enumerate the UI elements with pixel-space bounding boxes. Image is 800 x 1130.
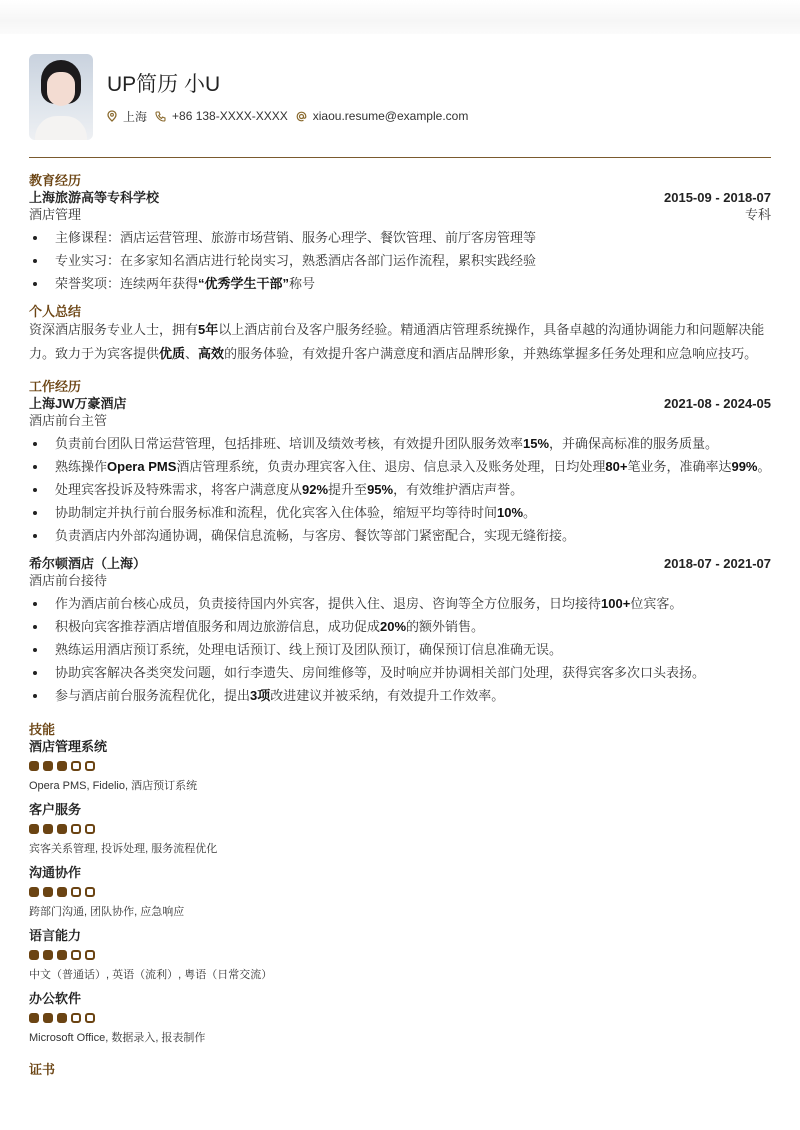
resume-page	[29, 54, 771, 1078]
list-item: 熟练运用酒店预订系统，处理电话预订、线上预订及团队预订，确保预订信息准确无误。	[29, 641, 771, 659]
list-item: 专业实习：在多家知名酒店进行轮岗实习，熟悉酒店各部门运作流程，累积实践经验	[29, 252, 771, 270]
list-item: 协助制定并执行前台服务标准和流程，优化宾客入住体验，缩短平均等待时间10%。	[29, 504, 771, 522]
rating-dot-icon	[71, 824, 81, 834]
rating-dot-icon	[57, 887, 67, 897]
rating-dot-icon	[29, 824, 39, 834]
list-item: 荣誉奖项：连续两年获得“优秀学生干部”称号	[29, 275, 771, 293]
skill-name: 酒店管理系统	[29, 739, 108, 754]
skill-description: Microsoft Office, 数据录入, 报表制作	[29, 1032, 206, 1044]
rating-dot-icon	[29, 887, 39, 897]
rating-dot-icon	[57, 824, 67, 834]
education-section	[29, 172, 771, 293]
rating-dot-icon	[57, 761, 67, 771]
candidate-name: UP简历 小U	[107, 72, 221, 96]
section-title-education: 教育经历	[29, 173, 82, 188]
skill-description: Opera PMS, Fidelio, 酒店预订系统	[29, 780, 198, 792]
section-title-summary: 个人总结	[29, 304, 82, 319]
rating-dot-icon	[43, 887, 53, 897]
company-name: 希尔顿酒店（上海）	[29, 556, 147, 571]
location-pin-icon	[107, 110, 117, 122]
list-item: 作为酒店前台核心成员，负责接待国内外宾客，提供入住、退房、咨询等全方位服务，日均接待100+位宾客。	[29, 595, 771, 613]
degree: 专科	[744, 207, 771, 222]
avatar	[29, 54, 93, 140]
rating-dot-icon	[43, 950, 53, 960]
skill-item	[29, 864, 771, 919]
skill-description: 中文（普通话）, 英语（流利）, 粤语（日常交流）	[29, 969, 273, 981]
list-item: 负责酒店内外部沟通协调，确保信息流畅，与客房、餐饮等部门紧密配合，实现无缝衔接。	[29, 527, 771, 545]
list-item: 处理宾客投诉及特殊需求，将客户满意度从92%提升至95%，有效维护酒店声誉。	[29, 481, 771, 499]
resume-header	[29, 54, 771, 140]
top-shade	[0, 0, 800, 34]
summary-section	[29, 303, 771, 366]
contact-phone: +86 138-XXXX-XXXX	[155, 109, 288, 123]
rating-dot-icon	[57, 950, 67, 960]
rating-dot-icon	[43, 761, 53, 771]
job-entry	[29, 555, 771, 705]
list-item: 主修课程：酒店运营管理、旅游市场营销、服务心理学、餐饮管理、前厅客房管理等	[29, 229, 771, 247]
skill-item	[29, 927, 771, 982]
summary-text: 资深酒店服务专业人士，拥有5年以上酒店前台及客户服务经验。精通酒店管理系统操作，具备卓越的沟通协调能力和问题解决能力。致力于为宾客提供优质、高效的服务体验，有效提升客户满意度和酒店品牌形象，并熟练掌握多任务处理和应急响应技巧。	[29, 322, 765, 361]
rating-dot-icon	[29, 950, 39, 960]
skill-description: 跨部门沟通, 团队协作, 应急响应	[29, 906, 185, 918]
rating-dot-icon	[43, 824, 53, 834]
skill-rating	[29, 761, 771, 773]
rating-dot-icon	[85, 1013, 95, 1023]
rating-dot-icon	[57, 1013, 67, 1023]
skill-rating	[29, 824, 771, 836]
rating-dot-icon	[29, 761, 39, 771]
rating-dot-icon	[85, 824, 95, 834]
school-name: 上海旅游高等专科学校	[29, 190, 160, 205]
list-item: 协助宾客解决各类突发问题，如行李遗失、房间维修等，及时响应并协调相关部门处理，获得宾客多次口头表扬。	[29, 664, 771, 682]
skill-item	[29, 738, 771, 793]
list-item: 负责前台团队日常运营管理，包括排班、培训及绩效考核，有效提升团队服务效率15%，并确保高标准的服务质量。	[29, 435, 771, 453]
job-dates: 2021-08 - 2024-05	[664, 396, 771, 411]
skill-rating	[29, 887, 771, 899]
rating-dot-icon	[43, 1013, 53, 1023]
list-item: 熟练操作Opera PMS酒店管理系统，负责办理宾客入住、退房、信息录入及账务处理，日均处理80+笔业务，准确率达99%。	[29, 458, 771, 476]
skill-item	[29, 801, 771, 856]
at-sign-icon	[296, 111, 307, 122]
skill-name: 客户服务	[29, 802, 82, 817]
rating-dot-icon	[71, 887, 81, 897]
work-section	[29, 378, 771, 705]
contact-location: 上海	[107, 108, 147, 125]
skills-section	[29, 721, 771, 1045]
skill-rating	[29, 950, 771, 962]
certificates-section	[29, 1061, 771, 1078]
rating-dot-icon	[71, 761, 81, 771]
company-name: 上海JW万豪酒店	[29, 396, 127, 411]
skill-description: 宾客关系管理, 投诉处理, 服务流程优化	[29, 843, 218, 855]
list-item: 积极向宾客推荐酒店增值服务和周边旅游信息，成功促成20%的额外销售。	[29, 618, 771, 636]
section-title-work: 工作经历	[29, 379, 82, 394]
header-divider	[29, 157, 771, 158]
education-dates: 2015-09 - 2018-07	[664, 190, 771, 205]
job-role: 酒店前台接待	[29, 573, 108, 588]
skill-name: 办公软件	[29, 991, 82, 1006]
rating-dot-icon	[71, 950, 81, 960]
rating-dot-icon	[29, 1013, 39, 1023]
phone-icon	[155, 111, 166, 122]
section-title-skills: 技能	[29, 722, 56, 737]
list-item: 参与酒店前台服务流程优化，提出3项改进建议并被采纳，有效提升工作效率。	[29, 687, 771, 705]
rating-dot-icon	[71, 1013, 81, 1023]
rating-dot-icon	[85, 950, 95, 960]
skill-name: 沟通协作	[29, 865, 82, 880]
skill-name: 语言能力	[29, 928, 82, 943]
rating-dot-icon	[85, 761, 95, 771]
job-dates: 2018-07 - 2021-07	[664, 556, 771, 571]
major: 酒店管理	[29, 207, 82, 222]
skill-item	[29, 990, 771, 1045]
contact-email: xiaou.resume@example.com	[296, 109, 469, 123]
education-bullets	[29, 229, 771, 293]
skill-rating	[29, 1013, 771, 1025]
job-role: 酒店前台主管	[29, 413, 108, 428]
contact-row	[107, 108, 476, 125]
section-title-certificates: 证书	[29, 1062, 56, 1077]
job-entry	[29, 395, 771, 545]
rating-dot-icon	[85, 887, 95, 897]
